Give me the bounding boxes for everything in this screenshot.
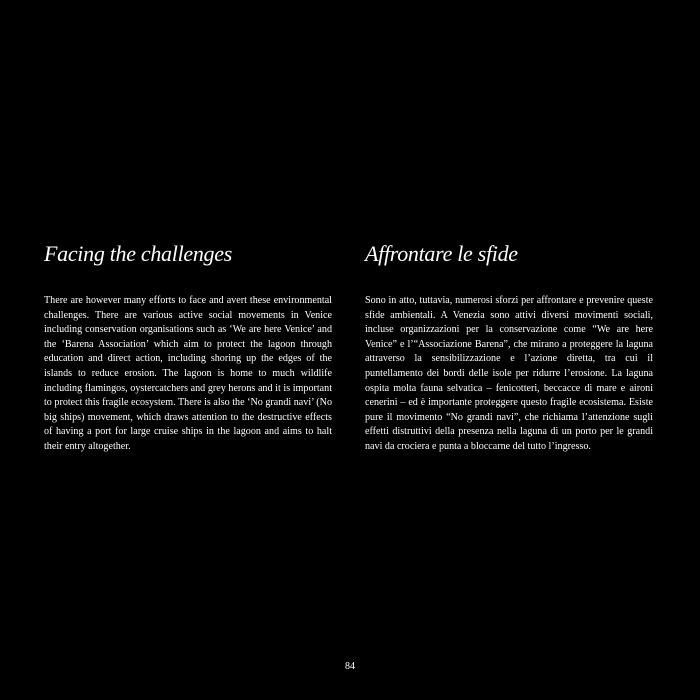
english-body-text: There are however many efforts to face and avert these environmental challenges. There are various active social movements in Venice including conservation organisations such as ‘We are here Venice’ and the ‘Barena Association’ which aim to protect the lagoon through education and direct action, including shoring up the edges of the islands to reduce erosion. The lagoon is home to much wildlife including flamingos, oystercatchers and grey herons and it is important to protect this fragile ecosystem. There is also the ‘No grandi navi’ (No big ships) movement, which draws attention to the destructive effects of having a port for large cruise ships in the lagoon and aims to halt their entry altogether. bbox=[44, 295, 332, 452]
page-number: 84 bbox=[345, 661, 355, 672]
english-column bbox=[44, 240, 332, 455]
english-heading: Facing the challenges bbox=[44, 241, 232, 266]
italian-column bbox=[365, 240, 653, 455]
italian-heading: Affrontare le sfide bbox=[365, 241, 518, 266]
italian-body-text: Sono in atto, tuttavia, numerosi sforzi per affrontare e prevenire queste sfide ambientali. A Venezia sono attivi diversi movimenti sociali, incluse organizzazioni per la conservazione come “We are here Venice” e l’“Associazione Barena”, che mirano a proteggere la laguna attraverso la sensibilizzazione e l’azione diretta, tra cui il puntellamento dei bordi delle isole per ridurre l’erosione. La laguna ospita molta fauna selvatica – fenicotteri, beccacce di mare e aironi cenerini – ed è importante proteggere questo fragile ecosistema. Esiste pure il movimento “No grandi navi”, che richiama l’attenzione sugli effetti distruttivi della presenza nella laguna di un porto per le grandi navi da crociera e punta a bloccarne del tutto l’ingresso. bbox=[365, 295, 653, 452]
